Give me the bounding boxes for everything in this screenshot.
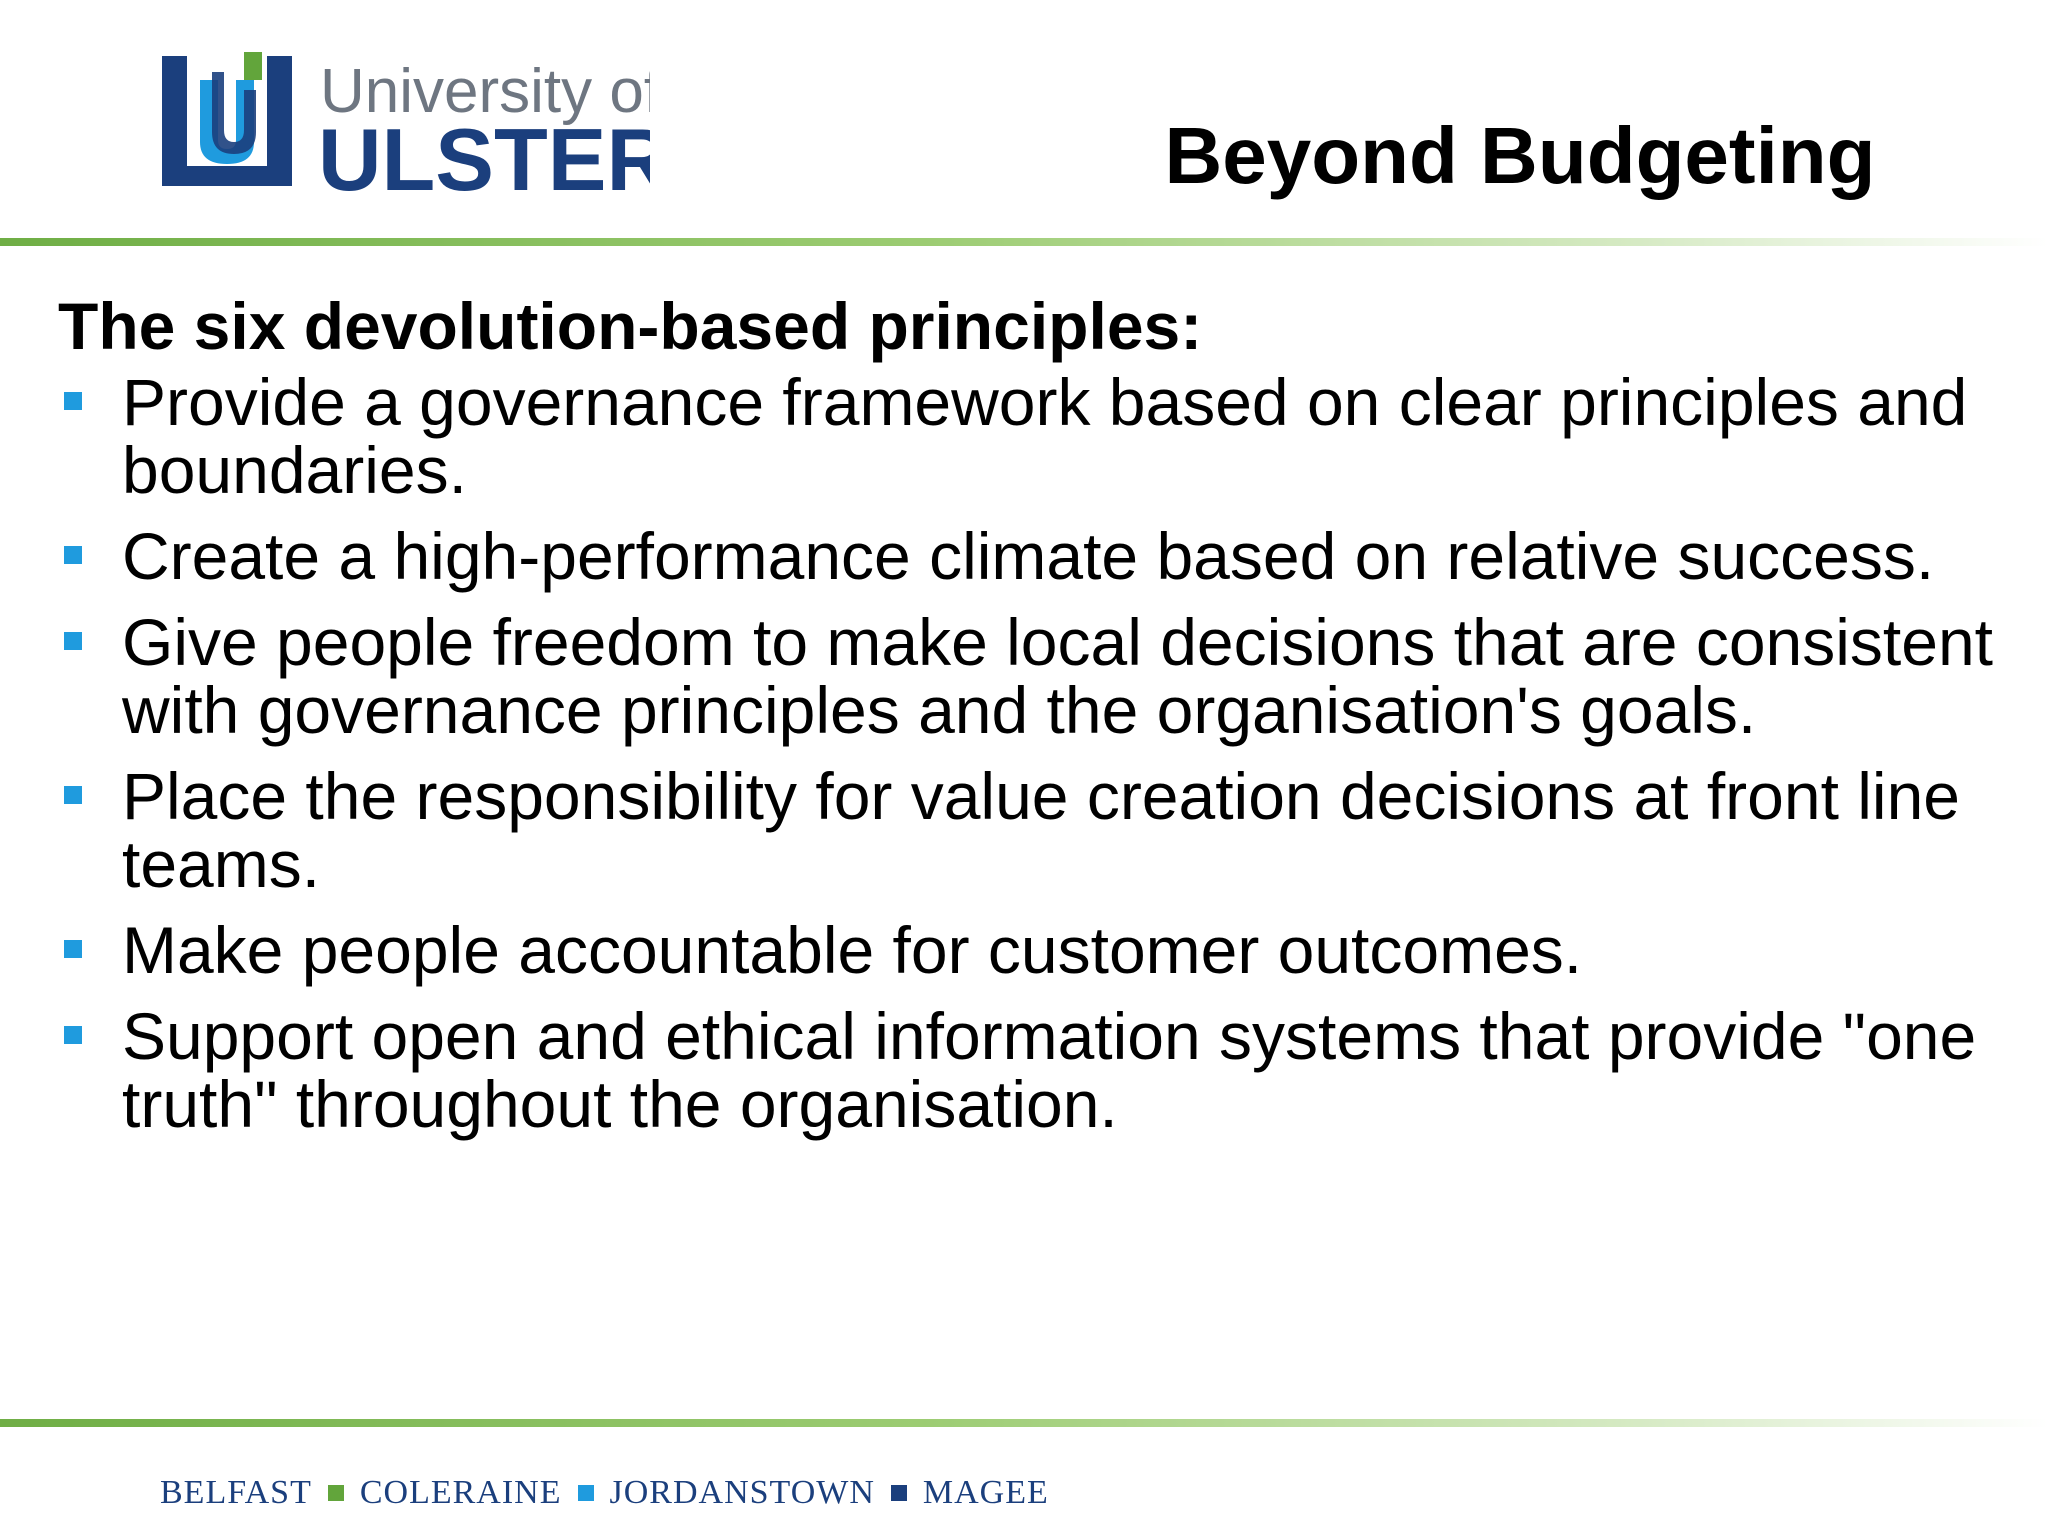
separator-square-icon xyxy=(891,1485,907,1501)
top-divider xyxy=(0,238,2048,246)
campus-belfast: BELFAST xyxy=(160,1474,312,1511)
list-item xyxy=(58,519,1998,593)
logo-line2: ULSTER xyxy=(318,110,650,200)
list-item xyxy=(58,759,1998,901)
campus-jordanstown: JORDANSTOWN xyxy=(609,1474,875,1511)
logo-line1: University of xyxy=(320,57,650,126)
slide-title: Beyond Budgeting xyxy=(1164,111,1876,200)
bullet-square-icon xyxy=(64,940,82,958)
separator-square-icon xyxy=(578,1485,594,1501)
list-item-text: Place the responsibility for value creation decisions at front line teams. xyxy=(122,759,1960,901)
principles-list xyxy=(58,365,1998,1141)
bullet-square-icon xyxy=(64,632,82,650)
section-heading: The six devolution-based principles: xyxy=(58,289,1203,363)
bullet-square-icon xyxy=(64,546,82,564)
list-item xyxy=(58,913,1998,987)
list-item xyxy=(58,365,1998,507)
separator-square-icon xyxy=(328,1485,344,1501)
list-item-text: Make people accountable for customer outcomes. xyxy=(122,913,1583,987)
campus-coleraine: COLERAINE xyxy=(359,1474,562,1511)
list-item xyxy=(58,999,1998,1141)
ulster-logo-icon xyxy=(160,50,650,200)
list-item xyxy=(58,605,1998,747)
list-item-text: Support open and ethical information systems that provide "one truth" throughout the organisation. xyxy=(122,999,1977,1141)
bullet-square-icon xyxy=(64,392,82,410)
list-item-text: Provide a governance framework based on clear principles and boundaries. xyxy=(122,365,1968,507)
campus-magee: MAGEE xyxy=(922,1474,1049,1511)
university-logo xyxy=(160,50,650,200)
campus-footer xyxy=(160,1474,1049,1512)
list-item-text: Create a high-performance climate based on relative success. xyxy=(122,519,1935,593)
slide-body xyxy=(58,286,1998,1156)
bottom-divider xyxy=(0,1419,2048,1427)
bullet-square-icon xyxy=(64,1026,82,1044)
bullet-square-icon xyxy=(64,786,82,804)
list-item-text: Give people freedom to make local decisions that are consistent with governance principles and the organisation's goals. xyxy=(122,605,1994,747)
